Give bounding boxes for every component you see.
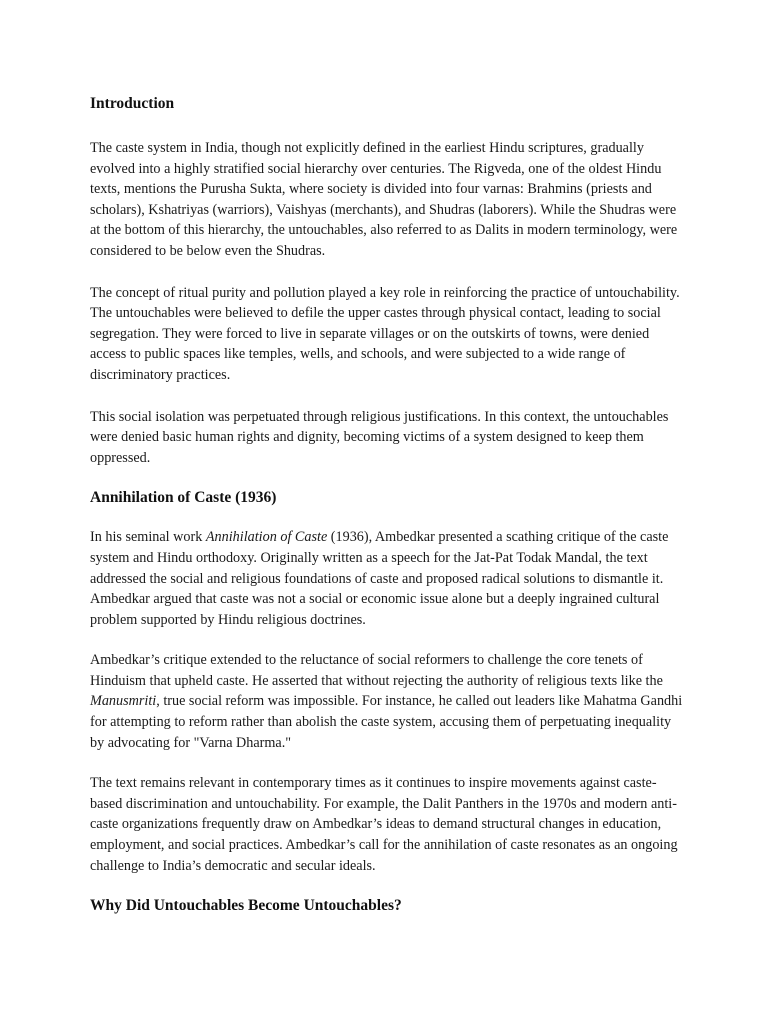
text-run: In his seminal work	[90, 529, 206, 546]
document-page	[90, 94, 684, 916]
section-heading-why-untouchables: Why Did Untouchables Become Untouchables?	[90, 897, 402, 915]
paragraph-critique-reformers	[90, 650, 684, 753]
paragraph-ritual-purity: The concept of ritual purity and pollution played a key role in reinforcing the practice of untouchability. The untouchables were believed to defile the upper castes through physical contact, leading to social segregation. They were forced to live in separate villages or on the outskirts of towns, were denied access to public spaces like temples, wells, and schools, and were subjected to a wide range of discriminatory practices.	[90, 284, 680, 383]
manusmriti-italic: Manusmriti	[90, 693, 157, 710]
paragraph-contemporary-relevance: The text remains relevant in contemporary times as it continues to inspire movements against caste-based discrimination and untouchability. For example, the Dalit Panthers in the 1970s and modern anti-caste organizations frequently draw on Ambedkar’s ideas to demand structural changes in education, employment, and social practices. Ambedkar’s call for the annihilation of caste resonates as an ongoing challenge to India’s democratic and secular ideals.	[90, 775, 678, 874]
book-title-italic: Annihilation of Caste	[205, 529, 328, 546]
section-heading-annihilation-of-caste: Annihilation of Caste (1936)	[90, 489, 277, 507]
paragraph-seminal-work	[90, 527, 684, 630]
section-heading-introduction: Introduction	[90, 95, 175, 112]
text-run: , true social reform was impossible. For instance, he called out leaders like Mahatma Gandhi for attempting to reform rather than abolish the caste system, accusing them of perpetuating inequality by advocating for "Varna Dharma."	[90, 693, 683, 751]
text-run: Ambedkar’s critique extended to the reluctance of social reformers to challenge the core tenets of Hinduism that upheld caste. He asserted that without rejecting the authority of religious texts like the	[90, 652, 663, 689]
text-run: (1936), Ambedkar presented a scathing critique of the caste system and Hindu orthodoxy. Originally written as a speech for the Jat-Pat Todak Mandal, the text addressed the social and religious foundations of caste and proposed radical solutions to dismantle it. Ambedkar argued that caste was not a social or economic issue alone but a deeply ingrained cultural problem supported by Hindu religious doctrines.	[90, 529, 669, 628]
paragraph-social-isolation: This social isolation was perpetuated through religious justifications. In this context, the untouchables were denied basic human rights and dignity, becoming victims of a system designed to keep them oppressed.	[90, 408, 669, 466]
paragraph-caste-system-origins: The caste system in India, though not explicitly defined in the earliest Hindu scriptures, gradually evolved into a highly stratified social hierarchy over centuries. The Rigveda, one of the oldest Hindu texts, mentions the Purusha Sukta, where society is divided into four varnas: Brahmins (priests and scholars), Kshatriyas (warriors), Vaishyas (merchants), and Shudras (laborers). While the Shudras were at the bottom of this hierarchy, the untouchables, also referred to as Dalits in modern terminology, were considered to be below even the Shudras.	[90, 140, 678, 259]
